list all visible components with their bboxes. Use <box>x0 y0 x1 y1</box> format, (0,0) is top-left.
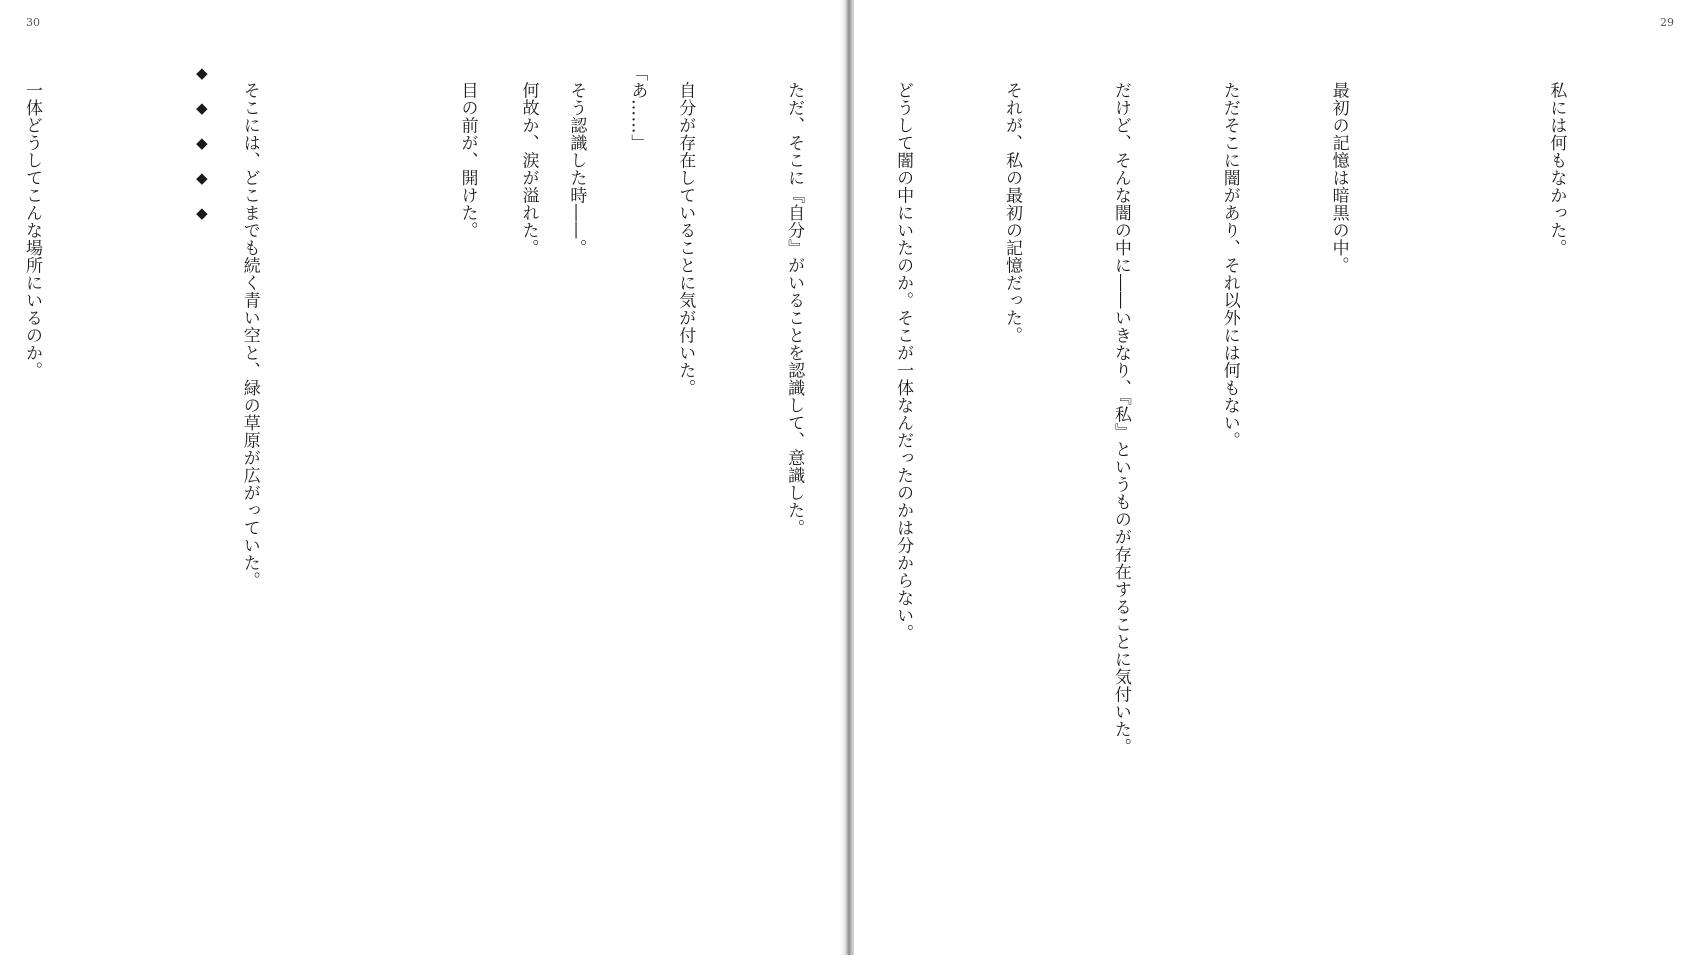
text-line: そこには、どこまでも続く青い空と、緑の草原が広がっていた。 <box>239 64 260 589</box>
text-line: 目の前が、開けた。 <box>457 64 478 239</box>
text-line: 最初の記憶は暗黒の中。 <box>1328 64 1349 274</box>
text-line: ただ、そこに『自分』がいることを認識して、意識した。 <box>784 64 805 537</box>
text-line: 私には何もなかった。 <box>1546 64 1567 257</box>
text-line: そう認識した時――。 <box>566 64 587 257</box>
right-page-text <box>0 64 1647 756</box>
text-line: だけど、そんな闇の中に――いきなり、『私』というものが存在することに気付いた。 <box>1110 64 1131 756</box>
text-line: 自分が存在していることに気が付いた。 <box>675 64 696 397</box>
left-page-number: 30 <box>26 16 40 29</box>
right-page-number: 29 <box>1660 16 1674 29</box>
text-line <box>340 64 376 756</box>
text-line <box>123 64 159 756</box>
text-line: 「あ……」 <box>627 64 648 152</box>
text-line: ただそこに闇があり、それ以外には何もない。 <box>1219 64 1240 449</box>
text-line <box>1429 64 1465 756</box>
section-break-ornament: ◆◆◆◆◆ <box>192 64 211 239</box>
text-line: どうして闇の中にいたのか。そこが一体なんだったのかは分からない。 <box>893 64 914 642</box>
text-line: 一体どうしてこんな場所にいるのか。 <box>21 64 42 379</box>
text-line: それが、私の最初の記憶だった。 <box>1001 64 1022 344</box>
text-line: 何故か、涙が溢れた。 <box>518 64 539 257</box>
